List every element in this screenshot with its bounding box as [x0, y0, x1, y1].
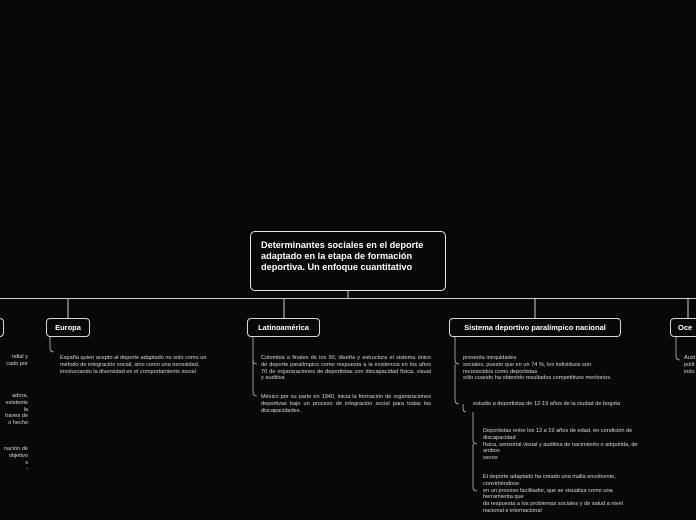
node-oceania[interactable] [670, 318, 696, 337]
sistema-text-4: El deporte adaptado ha creado una malla envolvente, convirtiéndose en un proceso facilitador, que se visualiza como una herramienta que da respuesta a los problemas sociales y de salud a nivel nacional e internacional [483, 474, 623, 514]
europa-text-1: España quien acepto al deporte adaptado no solo como un método de integración social, sino como una necesidad, involucrando la diversidad en el comportamiento social [60, 355, 207, 375]
left-partial-text-3: nación de objetivo s - [3, 446, 28, 473]
left-partial-text-2: adora, esistente la traves de o hecho [4, 393, 28, 427]
central-topic-title: Determinantes sociales en el deporte adaptado en la etapa de formación deportiva. Un enfoque cuantitativo [261, 240, 424, 272]
sistema-text-3: Deportistas entre los 12 a 19 años de edad, en condición de discapacidad física, sensorial visual y auditiva de nacimiento o adquirida, de ambos sexos [483, 428, 638, 462]
node-sistema-deportivo[interactable] [449, 318, 621, 337]
central-topic[interactable] [250, 231, 446, 291]
sistema-text-2: estudio a deportistas de 12-19 años de la ciudad de bogota [473, 401, 621, 407]
oceania-text-1: Aust polít indu [684, 355, 696, 375]
latinoamerica-text-2: México por su parte en 1940, inicia la formación de organizaciones deportivas bajo un proceso de integración social para todas las discapacidades. [261, 394, 431, 414]
node-oceania-label: Oce [678, 323, 693, 332]
sistema-text-1: presenta inequidades sociales, puesto que en un 74 %, los individuos son reconocidos como deportistas sólo cuando ha obtenido resultados competitivos meritorios. [463, 355, 612, 382]
node-sistema-deportivo-label: Sistema deportivo paralímpico nacional [464, 323, 606, 332]
node-europa[interactable] [46, 318, 90, 337]
node-left-partial[interactable] [0, 318, 4, 337]
left-partial-text-1: ndial y cado por [6, 354, 28, 367]
node-latinoamerica-label: Latinoamérica [258, 323, 309, 332]
latinoamerica-text-1: Colombia a finales de los 90, diseña y estructura el sistema único de deporte paralímpico como respuesta a la existencia en los años 70 de organizaciones de deportistas con discapacidad física, visual y auditiva [261, 355, 431, 382]
node-europa-label: Europa [55, 323, 81, 332]
node-latinoamerica[interactable] [247, 318, 320, 337]
